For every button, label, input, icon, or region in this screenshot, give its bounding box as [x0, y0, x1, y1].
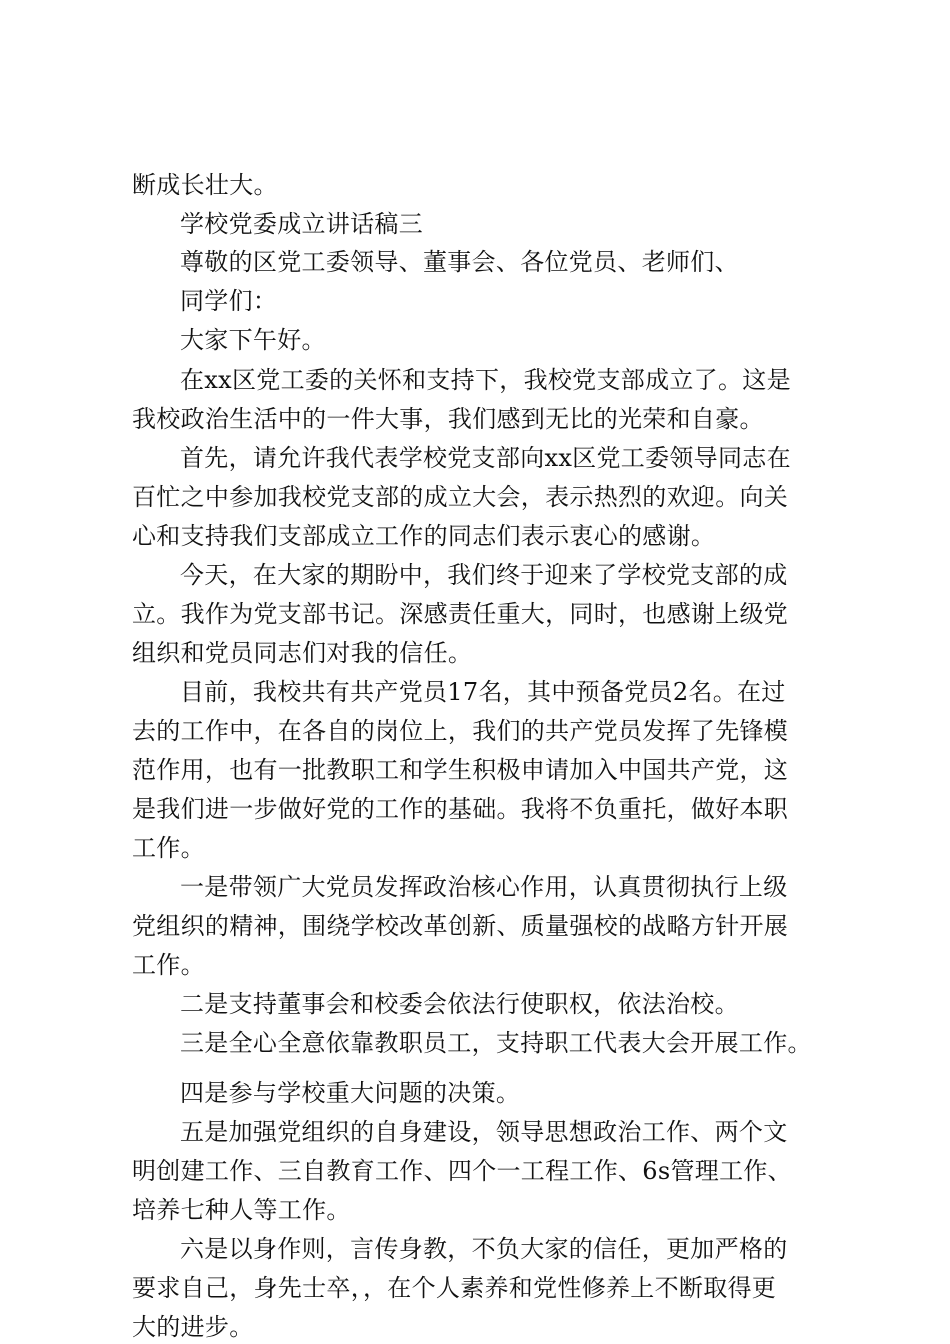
text-line: 五是加强党组织的自身建设，领导思想政治工作、两个文: [180, 1118, 788, 1146]
text-line: 六是以身作则，言传身教，不负大家的信任，更加严格的: [180, 1235, 788, 1263]
text-line: 四是参与学校重大问题的决策。: [180, 1079, 521, 1107]
section-title: 学校党委成立讲话稿三: [180, 210, 423, 238]
text-line: 断成长壮大。: [132, 171, 278, 199]
text-line: 要求自己，身先士卒，，在个人素养和党性修养上不断取得更: [132, 1274, 777, 1302]
text-line: 二是支持董事会和校委会依法行使职权，依法治校。: [180, 990, 739, 1018]
text-line: 工作。: [132, 951, 205, 979]
text-line: 组织和党员同志们对我的信任。: [132, 639, 473, 667]
text-line: 尊敬的区党工委领导、董事会、各位党员、老师们、: [180, 248, 739, 276]
text-line: 一是带领广大党员发挥政治核心作用，认真贯彻执行上级: [180, 873, 788, 901]
text-line: 今天，在大家的期盼中，我们终于迎来了学校党支部的成: [180, 561, 788, 589]
text-line: 首先，请允许我代表学校党支部向xx区党工委领导同志在: [180, 444, 791, 472]
text-line: 同学们：: [180, 287, 278, 315]
text-line: 培养七种人等工作。: [132, 1196, 351, 1224]
text-line: 立。我作为党支部书记。深感责任重大，同时，也感谢上级党: [132, 600, 789, 628]
text-line: 大的进步。: [132, 1313, 254, 1341]
text-line: 范作用，也有一批教职工和学生积极申请加入中国共产党，这: [132, 756, 789, 784]
text-line: 工作。: [132, 834, 205, 862]
text-line: 大家下午好。: [180, 326, 326, 354]
text-line: 是我们进一步做好党的工作的基础。我将不负重托，做好本职: [132, 795, 789, 823]
text-line: 在xx区党工委的关怀和支持下，我校党支部成立了。这是: [180, 366, 791, 394]
text-line: 目前，我校共有共产党员17名，其中预备党员2名。在过: [180, 678, 786, 706]
text-line: 三是全心全意依靠教职员工，支持职工代表大会开展工作。: [180, 1029, 812, 1057]
text-line: 去的工作中，在各自的岗位上，我们的共产党员发挥了先锋模: [132, 717, 789, 745]
text-line: 明创建工作、三自教育工作、四个一工程工作、6s管理工作、: [132, 1157, 792, 1185]
text-line: 党组织的精神，围绕学校改革创新、质量强校的战略方针开展: [132, 912, 789, 940]
text-line: 百忙之中参加我校党支部的成立大会，表示热烈的欢迎。向关: [132, 483, 789, 511]
text-line: 心和支持我们支部成立工作的同志们表示衷心的感谢。: [132, 522, 716, 550]
text-line: 我校政治生活中的一件大事，我们感到无比的光荣和自豪。: [132, 405, 764, 433]
